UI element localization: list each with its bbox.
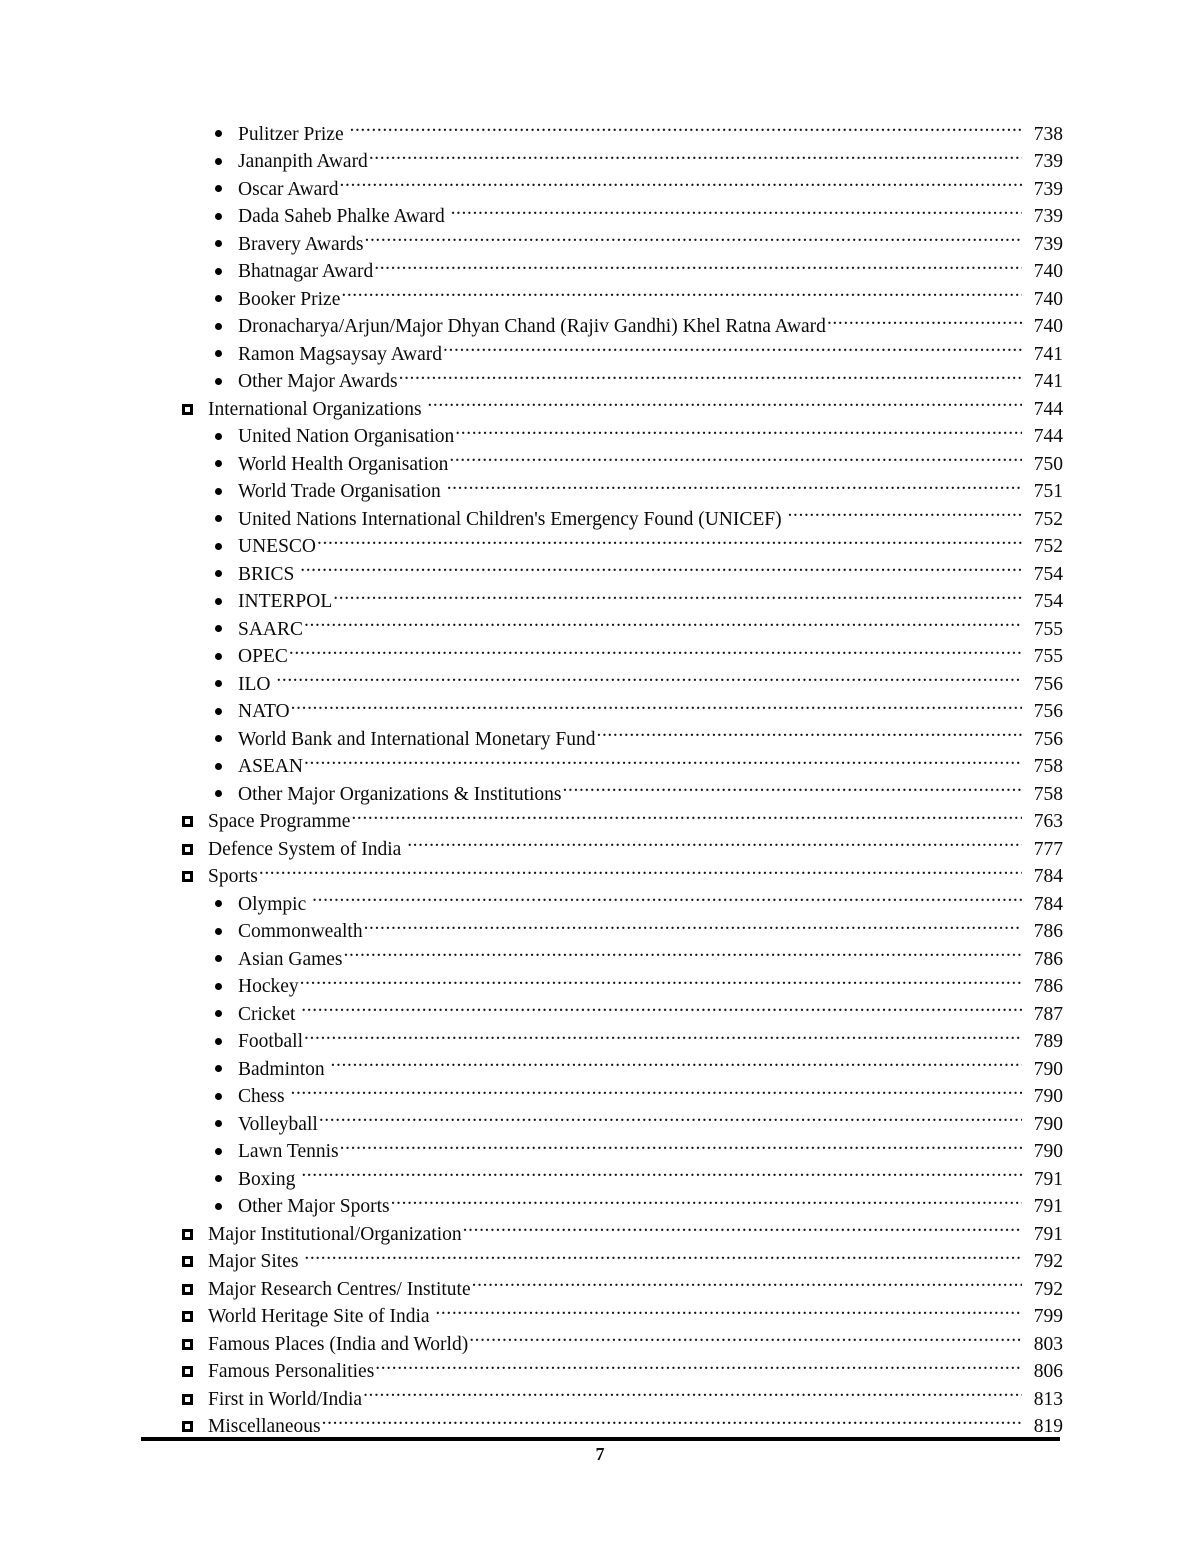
round-bullet-marker-icon (215, 295, 222, 302)
round-bullet-marker-icon (215, 158, 222, 165)
toc-entry-page-number: 754 (1033, 563, 1063, 585)
round-bullet-marker-icon (215, 185, 222, 192)
toc-entry-label: Other Major Sports (238, 1196, 390, 1217)
dot-leader (300, 965, 1022, 993)
toc-entry-page-number: 756 (1033, 728, 1063, 750)
toc-entry-page-number: 790 (1033, 1113, 1063, 1135)
round-bullet-marker-icon (215, 983, 222, 990)
dot-leader (472, 1267, 1022, 1295)
toc-entry-page-number: 803 (1033, 1333, 1063, 1355)
toc-entry-marker (141, 781, 238, 809)
toc-entry-marker (141, 616, 238, 644)
toc-entry-page-number: 784 (1033, 893, 1063, 915)
toc-entry-marker (141, 1386, 208, 1414)
toc-entry-label: Volleyball (238, 1113, 318, 1135)
toc-entry-marker (141, 121, 238, 149)
dot-leader (322, 1405, 1022, 1433)
round-bullet-marker-icon (215, 625, 222, 632)
square-wingding-marker-icon (182, 1421, 193, 1432)
toc-entry-label: Pulitzer Prize (238, 123, 344, 145)
toc-entry-page-number: 754 (1033, 591, 1063, 612)
dot-leader (301, 1157, 1022, 1185)
square-wingding-marker-icon (182, 871, 193, 882)
toc-entry-label: First in World/India (208, 1388, 363, 1410)
round-bullet-marker-icon (215, 213, 222, 220)
toc-entry-page-number: 744 (1033, 426, 1063, 447)
toc-entry-label: OPEC (238, 646, 288, 667)
square-wingding-marker-icon (182, 1339, 193, 1350)
square-wingding-marker-icon (182, 1311, 193, 1322)
square-wingding-marker-icon (182, 1284, 193, 1295)
toc-entry-label: Bravery Awards (238, 233, 364, 255)
dot-leader (407, 827, 1022, 855)
dot-leader (596, 717, 1022, 745)
round-bullet-marker-icon (215, 735, 222, 742)
dot-leader (391, 1185, 1022, 1213)
toc-entry-page-number: 790 (1033, 1141, 1063, 1162)
page-number: 7 (595, 1444, 605, 1464)
toc-entry-label: Booker Prize (238, 288, 341, 310)
dot-leader (331, 1047, 1022, 1075)
toc-entry-marker (141, 1111, 238, 1139)
round-bullet-marker-icon (215, 955, 222, 962)
round-bullet-marker-icon (215, 1203, 222, 1210)
dot-leader (364, 910, 1022, 938)
toc-entry-page-number: 787 (1033, 1003, 1063, 1025)
round-bullet-marker-icon (215, 323, 222, 330)
toc-entry-page-number: 806 (1033, 1361, 1063, 1382)
dot-leader (463, 1212, 1022, 1240)
toc-entry-page-number: 739 (1033, 206, 1063, 227)
toc-entry-marker (141, 946, 238, 974)
toc-entry-label: Space Programme (208, 811, 351, 832)
round-bullet-marker-icon (215, 1010, 222, 1017)
toc-entry-page-number: 756 (1033, 701, 1063, 722)
toc-entry-marker (141, 423, 238, 451)
square-wingding-marker-icon (182, 1229, 193, 1240)
toc-entry-label: Famous Personalities (208, 1361, 375, 1382)
toc-entry-label: Other Major Awards (238, 371, 398, 392)
round-bullet-marker-icon (215, 1038, 222, 1045)
toc-entry-label: Bhatnagar Award (238, 261, 374, 282)
toc-entry-marker (141, 1276, 208, 1304)
toc-entry-label: Miscellaneous (208, 1416, 321, 1437)
dot-leader (364, 222, 1022, 250)
square-wingding-marker-icon (182, 1256, 193, 1267)
dot-leader (363, 1377, 1022, 1405)
toc-entry-page-number: 740 (1033, 288, 1063, 310)
toc-entry-marker (141, 396, 208, 424)
toc-entry-page-number: 790 (1033, 1058, 1063, 1080)
toc-entry-page-number: 752 (1033, 508, 1063, 530)
toc-entry[interactable] (141, 882, 1063, 915)
toc-entry-label: Major Research Centres/ Institute (208, 1278, 471, 1300)
round-bullet-marker-icon (215, 790, 222, 797)
table-of-contents (141, 112, 1063, 1437)
round-bullet-marker-icon (215, 763, 222, 770)
toc-entry-page-number: 755 (1033, 646, 1063, 667)
round-bullet-marker-icon (215, 130, 222, 137)
toc-entry-marker (141, 341, 238, 369)
toc-entry-label: United Nations International Children's Emergency Found (UNICEF) (238, 508, 782, 530)
dot-leader (469, 1322, 1022, 1350)
round-bullet-marker-icon (215, 708, 222, 715)
round-bullet-marker-icon (215, 1175, 222, 1182)
toc-entry-page-number: 752 (1033, 536, 1063, 557)
toc-entry-marker (141, 836, 208, 864)
toc-entry-page-number: 819 (1033, 1416, 1063, 1437)
toc-entry-page-number: 791 (1033, 1196, 1063, 1217)
footer-divider (141, 1437, 1060, 1441)
toc-entry-page-number: 813 (1033, 1388, 1063, 1410)
toc-entry-marker (141, 451, 238, 479)
dot-leader (304, 1240, 1022, 1268)
toc-entry-page-number: 739 (1033, 178, 1063, 200)
toc-entry-page-number: 758 (1033, 756, 1063, 777)
dot-leader (435, 1295, 1022, 1323)
dot-leader (304, 745, 1022, 773)
square-wingding-marker-icon (182, 1366, 193, 1377)
toc-entry-marker (141, 368, 238, 396)
round-bullet-marker-icon (215, 1093, 222, 1100)
dot-leader (317, 525, 1022, 553)
toc-entry-label: Football (238, 1031, 304, 1052)
toc-entry-page-number: 792 (1033, 1278, 1063, 1300)
toc-entry-label: SAARC (238, 618, 304, 640)
toc-entry-marker (141, 918, 238, 946)
toc-entry-marker (141, 1028, 238, 1056)
toc-entry-marker (141, 231, 238, 259)
square-wingding-marker-icon (182, 844, 193, 855)
dot-leader (374, 250, 1022, 278)
toc-entry-marker (141, 203, 238, 231)
toc-entry-marker (141, 808, 208, 836)
toc-entry-marker (141, 643, 238, 671)
toc-entry-marker (141, 1083, 238, 1111)
toc-entry-label: Dada Saheb Phalke Award (238, 206, 445, 227)
toc-entry-marker (141, 1138, 238, 1166)
toc-entry-label: Lawn Tennis (238, 1141, 339, 1162)
toc-entry-page-number: 741 (1033, 371, 1063, 392)
toc-entry-marker (141, 588, 238, 616)
toc-entry-marker (141, 258, 238, 286)
dot-leader (344, 937, 1022, 965)
toc-entry-label: Oscar Award (238, 178, 339, 200)
toc-entry-page-number: 790 (1033, 1086, 1063, 1107)
toc-entry-marker (141, 286, 238, 314)
toc-entry-label: International Organizations (208, 398, 422, 420)
dot-leader (341, 277, 1022, 305)
toc-entry-label: Jananpith Award (238, 151, 368, 172)
toc-entry-marker (141, 561, 238, 589)
toc-entry-page-number: 756 (1033, 673, 1063, 695)
toc-entry-label: Hockey (238, 976, 299, 997)
dot-leader (312, 882, 1022, 910)
toc-entry-label: Sports (208, 866, 258, 887)
dot-leader (301, 992, 1022, 1020)
toc-entry-page-number: 740 (1033, 261, 1063, 282)
round-bullet-marker-icon (215, 433, 222, 440)
toc-entry-label: Olympic (238, 893, 307, 915)
dot-leader (399, 360, 1022, 388)
toc-entry-marker (141, 1303, 208, 1331)
toc-entry-label: ILO (238, 673, 271, 695)
dot-leader (351, 800, 1022, 828)
toc-entry[interactable] (141, 662, 1063, 695)
toc-entry-marker (141, 973, 238, 1001)
dot-leader (290, 1075, 1022, 1103)
round-bullet-marker-icon (215, 570, 222, 577)
toc-entry-label: UNESCO (238, 536, 317, 557)
dot-leader (375, 1350, 1022, 1378)
toc-entry-marker (141, 753, 238, 781)
toc-entry[interactable] (141, 855, 1063, 887)
dot-leader (788, 497, 1022, 525)
dot-leader (349, 112, 1022, 140)
toc-entry-label: World Trade Organisation (238, 481, 441, 502)
toc-entry-label: Major Institutional/Organization (208, 1223, 462, 1245)
toc-entry-label: Defence System of India (208, 838, 402, 860)
dot-leader (443, 332, 1022, 360)
toc-entry-page-number: 789 (1033, 1031, 1063, 1052)
round-bullet-marker-icon (215, 268, 222, 275)
toc-entry-page-number: 739 (1033, 151, 1063, 172)
toc-entry-page-number: 750 (1033, 453, 1063, 475)
toc-entry-label: Major Sites (208, 1251, 299, 1272)
toc-entry-label: Ramon Magsaysay Award (238, 343, 443, 365)
toc-entry-page-number: 755 (1033, 618, 1063, 640)
toc-entry-marker (141, 1358, 208, 1386)
toc-entry-marker (141, 671, 238, 699)
toc-entry-page-number: 799 (1033, 1306, 1063, 1327)
dot-leader (455, 415, 1022, 443)
round-bullet-marker-icon (215, 460, 222, 467)
round-bullet-marker-icon (215, 515, 222, 522)
toc-entry-label: United Nation Organisation (238, 426, 455, 447)
toc-entry-label: Famous Places (India and World) (208, 1333, 469, 1355)
toc-entry-marker (141, 1056, 238, 1084)
toc-entry-page-number: 741 (1033, 343, 1063, 365)
toc-entry-marker (141, 726, 238, 754)
toc-entry-marker (141, 1193, 238, 1221)
dot-leader (300, 552, 1022, 580)
toc-entry-label: Cricket (238, 1003, 296, 1025)
dot-leader (827, 305, 1022, 333)
toc-entry[interactable] (141, 690, 1063, 722)
toc-entry-page-number: 791 (1033, 1168, 1063, 1190)
dot-leader (333, 580, 1022, 608)
toc-entry-marker (141, 506, 238, 534)
toc-entry-label: Other Major Organizations & Institutions (238, 783, 562, 805)
toc-entry-label: Dronacharya/Arjun/Major Dhyan Chand (Rajiv Gandhi) Khel Ratna Award (238, 316, 826, 337)
toc-entry-page-number: 740 (1033, 316, 1063, 337)
round-bullet-marker-icon (215, 240, 222, 247)
dot-leader (449, 442, 1022, 470)
toc-entry-marker (141, 533, 238, 561)
round-bullet-marker-icon (215, 1148, 222, 1155)
toc-entry-page-number: 738 (1033, 123, 1063, 145)
toc-entry-label: BRICS (238, 563, 295, 585)
square-wingding-marker-icon (182, 1394, 193, 1405)
toc-entry-label: World Heritage Site of India (208, 1306, 430, 1327)
dot-leader (340, 167, 1022, 195)
toc-entry-label: World Bank and International Monetary Fund (238, 728, 596, 750)
toc-entry-label: World Health Organisation (238, 453, 449, 475)
toc-entry-label: Asian Games (238, 948, 343, 970)
dot-leader (259, 855, 1022, 883)
dot-leader (304, 607, 1022, 635)
toc-entry-marker (141, 313, 238, 341)
dot-leader (369, 140, 1022, 168)
toc-entry-page-number: 786 (1033, 921, 1063, 942)
toc-entry-page-number: 751 (1033, 481, 1063, 502)
dot-leader (319, 1102, 1022, 1130)
toc-entry-page-number: 786 (1033, 948, 1063, 970)
toc-entry-page-number: 758 (1033, 783, 1063, 805)
toc-entry-page-number: 792 (1033, 1251, 1063, 1272)
toc-entry-marker (141, 1166, 238, 1194)
round-bullet-marker-icon (215, 378, 222, 385)
toc-entry[interactable] (141, 112, 1063, 145)
toc-entry-label: Boxing (238, 1168, 296, 1190)
round-bullet-marker-icon (215, 350, 222, 357)
dot-leader (276, 662, 1022, 690)
toc-entry-page-number: 784 (1033, 866, 1063, 887)
toc-entry-label: Chess (238, 1086, 285, 1107)
dot-leader (427, 387, 1022, 415)
round-bullet-marker-icon (215, 928, 222, 935)
round-bullet-marker-icon (215, 543, 222, 550)
toc-entry-page-number: 739 (1033, 233, 1063, 255)
toc-entry-marker (141, 1331, 208, 1359)
round-bullet-marker-icon (215, 653, 222, 660)
toc-entry-marker (141, 478, 238, 506)
toc-entry-page-number: 786 (1033, 976, 1063, 997)
round-bullet-marker-icon (215, 598, 222, 605)
toc-entry-page-number: 763 (1033, 811, 1063, 832)
dot-leader (447, 470, 1022, 498)
square-wingding-marker-icon (182, 404, 193, 415)
toc-entry-label: Commonwealth (238, 921, 363, 942)
toc-entry-label: Badminton (238, 1058, 325, 1080)
round-bullet-marker-icon (215, 1065, 222, 1072)
toc-entry-page-number: 777 (1033, 838, 1063, 860)
toc-entry-marker (141, 148, 238, 176)
toc-entry-label: ASEAN (238, 756, 304, 777)
dot-leader (563, 772, 1022, 800)
dot-leader (304, 1020, 1022, 1048)
toc-entry-marker (141, 1221, 208, 1249)
round-bullet-marker-icon (215, 680, 222, 687)
square-wingding-marker-icon (182, 816, 193, 827)
toc-entry-marker (141, 1248, 208, 1276)
toc-entry-label: INTERPOL (238, 591, 333, 612)
toc-entry-page-number: 791 (1033, 1223, 1063, 1245)
round-bullet-marker-icon (215, 900, 222, 907)
toc-entry-marker (141, 176, 238, 204)
dot-leader (340, 1130, 1022, 1158)
dot-leader (289, 635, 1022, 663)
round-bullet-marker-icon (215, 488, 222, 495)
toc-entry-marker (141, 891, 238, 919)
toc-entry-marker (141, 1001, 238, 1029)
dot-leader (451, 195, 1022, 223)
toc-entry-marker (141, 698, 238, 726)
toc-entry-page-number: 744 (1033, 398, 1063, 420)
round-bullet-marker-icon (215, 1120, 222, 1127)
toc-entry-label: NATO (238, 701, 290, 722)
dot-leader (291, 690, 1022, 718)
toc-entry-marker (141, 863, 208, 891)
